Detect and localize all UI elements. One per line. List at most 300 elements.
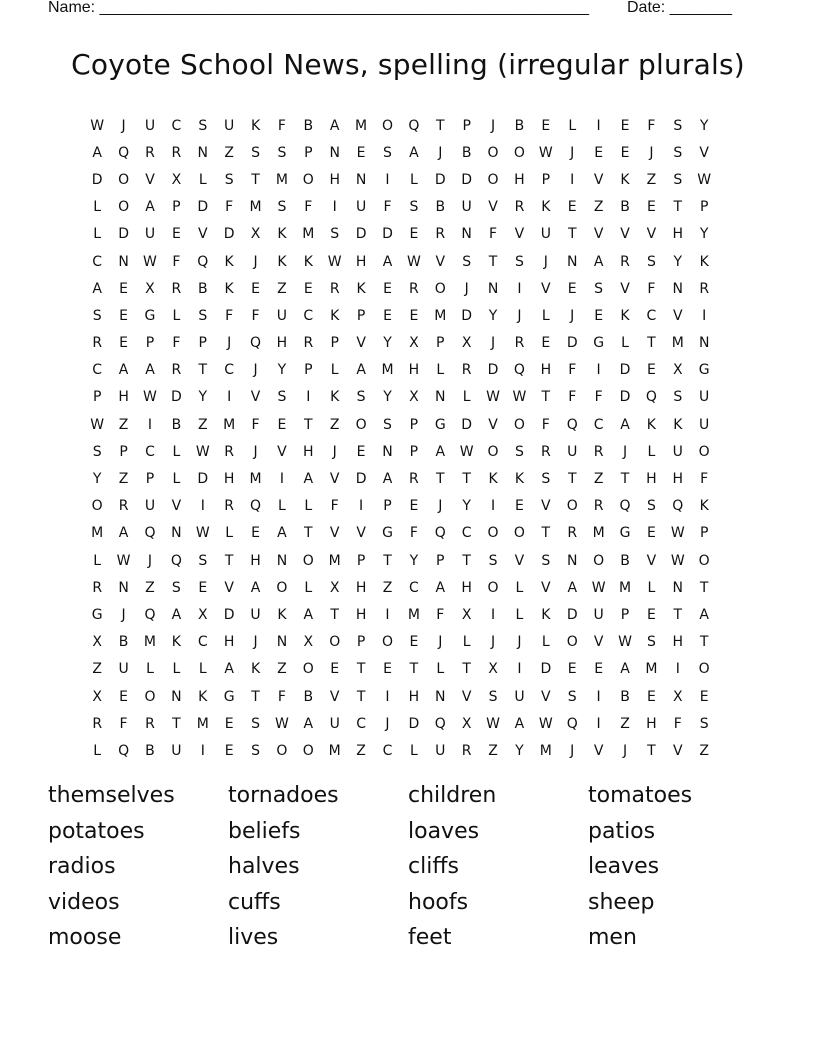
grid-letter: K (277, 226, 287, 243)
grid-letter: P (356, 552, 366, 569)
grid-letter: S (409, 199, 419, 216)
grid-letter: N (487, 280, 499, 297)
grid-letter: A (329, 117, 340, 134)
grid-letter: X (672, 362, 683, 379)
grid-letter: X (303, 634, 314, 651)
grid-letter: O (381, 117, 393, 134)
grid-letter: F (225, 199, 234, 216)
grid-letter: O (698, 661, 710, 678)
grid-letter: B (461, 144, 472, 161)
grid-letter: T (647, 742, 656, 759)
grid-letter: I (359, 498, 364, 515)
grid-letter: R (224, 443, 235, 460)
grid-letter: H (250, 552, 261, 569)
grid-letter: J (438, 634, 443, 651)
grid-letter: D (197, 471, 209, 488)
grid-letter: J (385, 715, 390, 732)
grid-letter: J (622, 742, 628, 759)
grid-letter: Q (672, 498, 684, 515)
grid-letter: F (251, 307, 260, 324)
grid-letter: E (251, 280, 260, 297)
grid-letter: H (355, 606, 367, 623)
grid-letter: R (171, 144, 182, 161)
grid-letter: R (699, 280, 710, 297)
grid-letter: E (594, 144, 604, 161)
grid-letter: E (224, 715, 234, 732)
grid-letter: H (223, 634, 235, 651)
grid-letter: K (224, 280, 234, 297)
grid-letter: D (461, 171, 473, 188)
grid-letter: A (620, 416, 630, 433)
grid-letter: I (702, 307, 707, 324)
grid-letter: F (647, 280, 656, 297)
grid-letter: H (329, 171, 340, 188)
grid-row (84, 384, 744, 411)
grid-letter: U (699, 389, 710, 406)
grid-letter: S (488, 688, 498, 705)
grid-letter: Z (646, 171, 657, 188)
grid-letter: L (278, 498, 286, 515)
grid-letter: P (92, 389, 102, 406)
grid-letter: I (279, 471, 284, 488)
grid-letter: K (330, 389, 340, 406)
grid-letter: T (224, 552, 234, 569)
grid-letter: F (673, 715, 682, 732)
grid-letter: O (118, 199, 130, 216)
grid-letter: M (618, 579, 632, 596)
grid-letter: F (330, 498, 339, 515)
grid-letter: E (171, 226, 181, 243)
grid-letter: E (646, 362, 656, 379)
grid-letter: Z (277, 280, 287, 297)
grid-letter: U (276, 307, 288, 324)
grid-letter: N (566, 253, 578, 270)
grid-letter: L (93, 226, 102, 243)
grid-letter: J (121, 117, 126, 134)
grid-letter: C (382, 742, 393, 759)
grid-letter: L (172, 307, 181, 324)
grid-letter: Y (699, 117, 709, 134)
grid-letter: M (143, 634, 157, 651)
grid-letter: E (356, 144, 366, 161)
grid-row (84, 547, 744, 574)
grid-letter: D (355, 471, 367, 488)
grid-row (84, 601, 744, 628)
grid-letter: A (92, 144, 102, 161)
grid-letter: R (303, 335, 314, 352)
grid-letter: M (275, 171, 288, 188)
grid-letter: J (490, 117, 496, 134)
grid-letter: V (461, 688, 472, 705)
grid-letter: Q (250, 498, 262, 515)
grid-row (84, 683, 744, 710)
grid-letter: Y (409, 552, 419, 569)
word-bank-item: beliefs (228, 818, 301, 844)
grid-letter: A (435, 443, 446, 460)
grid-letter: P (304, 144, 313, 161)
grid-letter: S (92, 307, 102, 324)
grid-letter: K (488, 471, 498, 488)
grid-letter: N (171, 688, 182, 705)
grid-letter: D (197, 199, 209, 216)
grid-letter: R (593, 443, 604, 460)
grid-letter: T (409, 661, 419, 678)
grid-letter: E (119, 280, 129, 297)
grid-letter: W (459, 443, 474, 460)
date-field-label[interactable]: Date: _______ (627, 0, 732, 16)
grid-letter: G (91, 606, 103, 623)
grid-letter: L (647, 579, 656, 596)
grid-letter: O (329, 634, 341, 651)
grid-letter: L (93, 552, 102, 569)
grid-letter: A (303, 715, 314, 732)
grid-letter: D (619, 389, 631, 406)
grid-letter: V (488, 199, 498, 216)
grid-letter: Y (488, 307, 498, 324)
grid-letter: P (356, 307, 366, 324)
grid-letter: L (93, 742, 102, 759)
grid-letter: X (461, 335, 472, 352)
grid-letter: U (355, 199, 367, 216)
grid-row (84, 139, 744, 166)
grid-letter: V (488, 416, 498, 433)
grid-letter: W (670, 525, 685, 542)
grid-letter: E (303, 280, 313, 297)
grid-letter: O (487, 579, 499, 596)
grid-letter: K (356, 280, 366, 297)
grid-letter: A (382, 253, 393, 270)
grid-letter: T (541, 389, 551, 406)
grid-letter: L (462, 634, 471, 651)
grid-letter: X (461, 715, 472, 732)
grid-letter: L (647, 443, 656, 460)
grid-letter: S (646, 634, 656, 651)
grid-letter: X (672, 688, 683, 705)
grid-letter: P (462, 117, 471, 134)
grid-letter: R (435, 226, 446, 243)
grid-letter: V (646, 552, 657, 569)
grid-letter: C (92, 253, 103, 270)
grid-letter: V (356, 525, 366, 542)
grid-letter: B (514, 117, 525, 134)
grid-row (84, 248, 744, 275)
grid-letter: H (514, 171, 525, 188)
grid-letter: V (514, 552, 525, 569)
word-bank-item: potatoes (48, 818, 145, 844)
grid-letter: S (673, 117, 683, 134)
grid-letter: J (649, 144, 654, 161)
grid-letter: E (567, 280, 577, 297)
grid-letter: V (673, 742, 683, 759)
grid-letter: Z (699, 742, 709, 759)
grid-letter: E (409, 634, 419, 651)
grid-letter: C (408, 579, 419, 596)
grid-letter: W (143, 389, 157, 406)
grid-letter: J (490, 335, 496, 352)
grid-letter: J (227, 335, 232, 352)
grid-letter: I (332, 199, 337, 216)
grid-letter: M (302, 226, 315, 243)
grid-letter: F (251, 416, 260, 433)
grid-letter: I (517, 661, 522, 678)
grid-letter: M (249, 471, 262, 488)
grid-letter: E (541, 117, 551, 134)
word-bank-item: cliffs (408, 854, 459, 879)
grid-letter: E (620, 117, 630, 134)
grid-letter: T (198, 362, 208, 379)
grid-letter: J (570, 144, 575, 161)
grid-letter: C (303, 307, 314, 324)
grid-letter: J (464, 280, 469, 297)
word-bank-item: lives (228, 925, 279, 950)
grid-letter: M (434, 307, 447, 324)
grid-letter: U (144, 498, 156, 515)
grid-letter: Q (408, 117, 420, 134)
grid-letter: N (355, 171, 367, 188)
grid-letter: D (619, 362, 631, 379)
grid-letter: W (512, 389, 527, 406)
grid-letter: V (541, 688, 551, 705)
grid-letter: T (383, 552, 392, 569)
grid-letter: V (329, 471, 340, 488)
grid-letter: S (277, 389, 287, 406)
grid-letter: A (171, 606, 182, 623)
grid-letter: U (514, 688, 525, 705)
grid-letter: K (620, 171, 630, 188)
grid-letter: F (119, 715, 128, 732)
grid-letter: S (515, 443, 524, 460)
grid-letter: P (198, 335, 207, 352)
grid-letter: W (697, 171, 712, 188)
grid-letter: J (147, 552, 153, 569)
grid-letter: H (276, 335, 288, 352)
grid-letter: I (385, 688, 390, 705)
grid-letter: V (593, 226, 604, 243)
grid-letter: J (253, 362, 258, 379)
grid-letter: R (224, 498, 235, 515)
name-field-label[interactable]: Name: _______________________________________________________ (48, 0, 589, 16)
grid-letter: L (409, 171, 418, 188)
grid-letter: D (91, 171, 103, 188)
grid-letter: M (407, 606, 420, 623)
grid-letter: K (541, 606, 551, 623)
grid-letter: U (250, 606, 261, 623)
grid-letter: P (436, 335, 445, 352)
grid-letter: Q (144, 606, 156, 623)
grid-letter: K (171, 634, 181, 651)
grid-letter: V (171, 498, 182, 515)
grid-letter: P (145, 471, 155, 488)
grid-letter: M (539, 742, 552, 759)
grid-letter: X (92, 634, 102, 651)
grid-letter: O (487, 525, 499, 542)
grid-letter: L (172, 471, 181, 488)
word-bank-item: tornadoes (228, 783, 339, 808)
grid-letter: T (567, 226, 577, 243)
grid-letter: F (304, 199, 313, 216)
grid-letter: N (118, 579, 129, 596)
grid-letter: T (673, 199, 683, 216)
grid-letter: L (436, 362, 445, 379)
grid-letter: A (409, 144, 419, 161)
grid-letter: V (646, 226, 657, 243)
grid-letter: Z (118, 416, 129, 433)
grid-letter: L (409, 742, 418, 759)
grid-letter: H (118, 389, 129, 406)
grid-letter: L (462, 389, 471, 406)
grid-letter: J (253, 253, 258, 270)
grid-letter: A (250, 579, 261, 596)
grid-letter: Z (620, 715, 630, 732)
grid-letter: L (436, 661, 445, 678)
grid-letter: D (382, 226, 393, 243)
grid-letter: R (593, 498, 604, 515)
grid-letter: E (594, 307, 604, 324)
grid-letter: G (434, 416, 446, 433)
grid-letter: P (436, 552, 445, 569)
grid-letter: M (249, 199, 262, 216)
grid-letter: W (195, 525, 210, 542)
grid-letter: W (618, 634, 632, 651)
grid-letter: E (119, 335, 129, 352)
grid-letter: E (515, 498, 524, 515)
grid-row (84, 330, 744, 357)
grid-letter: W (327, 253, 342, 270)
grid-letter: W (195, 443, 210, 460)
grid-letter: Q (144, 525, 156, 542)
grid-letter: T (462, 552, 471, 569)
grid-letter: F (172, 335, 181, 352)
grid-letter: E (224, 742, 234, 759)
grid-letter: J (490, 634, 496, 651)
grid-letter: F (436, 606, 445, 623)
grid-letter: I (306, 389, 311, 406)
grid-letter: N (197, 144, 208, 161)
grid-letter: M (223, 416, 236, 433)
grid-letter: O (302, 171, 314, 188)
grid-letter: T (699, 634, 709, 651)
grid-letter: T (541, 525, 551, 542)
grid-row (84, 656, 744, 683)
grid-letter: R (461, 742, 472, 759)
grid-letter: K (303, 253, 313, 270)
grid-letter: K (277, 253, 287, 270)
grid-letter: S (356, 389, 366, 406)
grid-row (84, 357, 744, 384)
letter-grid (84, 112, 744, 765)
grid-letter: J (253, 634, 258, 651)
grid-letter: F (489, 226, 498, 243)
grid-letter: P (145, 335, 155, 352)
grid-letter: O (434, 280, 446, 297)
grid-letter: O (513, 416, 525, 433)
grid-letter: H (303, 443, 314, 460)
grid-letter: A (514, 715, 525, 732)
grid-letter: S (673, 389, 683, 406)
word-bank-item: radios (48, 854, 116, 879)
word-bank-item: children (408, 783, 497, 808)
grid-letter: E (198, 579, 208, 596)
grid-letter: S (488, 552, 498, 569)
grid-letter: X (197, 606, 208, 623)
grid-letter: L (621, 335, 629, 352)
grid-letter: P (409, 416, 419, 433)
grid-letter: V (435, 253, 446, 270)
grid-letter: I (385, 606, 390, 623)
grid-letter: R (620, 253, 630, 270)
grid-letter: W (486, 715, 500, 732)
grid-letter: Q (513, 362, 525, 379)
grid-letter: Z (224, 144, 234, 161)
grid-letter: W (275, 715, 289, 732)
grid-letter: I (596, 688, 601, 705)
grid-letter: H (355, 253, 367, 270)
grid-letter: A (92, 280, 102, 297)
grid-letter: I (490, 606, 496, 623)
grid-letter: S (699, 715, 709, 732)
grid-letter: R (145, 144, 155, 161)
grid-letter: M (91, 525, 104, 542)
grid-letter: J (438, 144, 443, 161)
grid-letter: X (409, 335, 419, 352)
grid-letter: A (435, 579, 446, 596)
grid-letter: R (171, 362, 182, 379)
grid-letter: D (566, 606, 578, 623)
grid-letter: Z (92, 661, 102, 678)
grid-letter: H (355, 579, 367, 596)
grid-letter: L (304, 579, 313, 596)
grid-letter: R (409, 280, 419, 297)
grid-letter: Y (277, 362, 287, 379)
grid-letter: C (646, 307, 657, 324)
grid-letter: E (646, 525, 656, 542)
grid-letter: E (409, 226, 419, 243)
grid-row (84, 194, 744, 221)
grid-letter: I (517, 280, 522, 297)
grid-letter: V (541, 579, 551, 596)
grid-letter: V (197, 226, 208, 243)
grid-letter: A (620, 661, 630, 678)
grid-letter: S (594, 280, 604, 297)
grid-letter: Q (434, 525, 446, 542)
grid-letter: I (596, 117, 601, 134)
grid-letter: D (408, 715, 420, 732)
grid-letter: Y (515, 742, 524, 759)
grid-letter: G (223, 688, 235, 705)
grid-letter: U (144, 117, 156, 134)
grid-letter: E (383, 661, 392, 678)
grid-letter: A (303, 606, 314, 623)
grid-letter: W (538, 715, 553, 732)
grid-letter: Z (488, 742, 498, 759)
grid-letter: H (540, 362, 552, 379)
grid-letter: O (302, 661, 314, 678)
word-bank-item: tomatoes (588, 783, 693, 808)
word-bank-item: feet (408, 925, 452, 950)
grid-letter: Z (197, 416, 208, 433)
grid-letter: K (699, 498, 709, 515)
grid-letter: O (144, 688, 156, 705)
grid-letter: T (567, 471, 577, 488)
grid-letter: S (673, 171, 683, 188)
grid-letter: Q (566, 416, 578, 433)
grid-letter: F (277, 688, 286, 705)
grid-letter: D (487, 362, 499, 379)
grid-letter: F (594, 389, 603, 406)
grid-letter: V (145, 171, 155, 188)
grid-row (84, 493, 744, 520)
grid-letter: J (332, 443, 337, 460)
